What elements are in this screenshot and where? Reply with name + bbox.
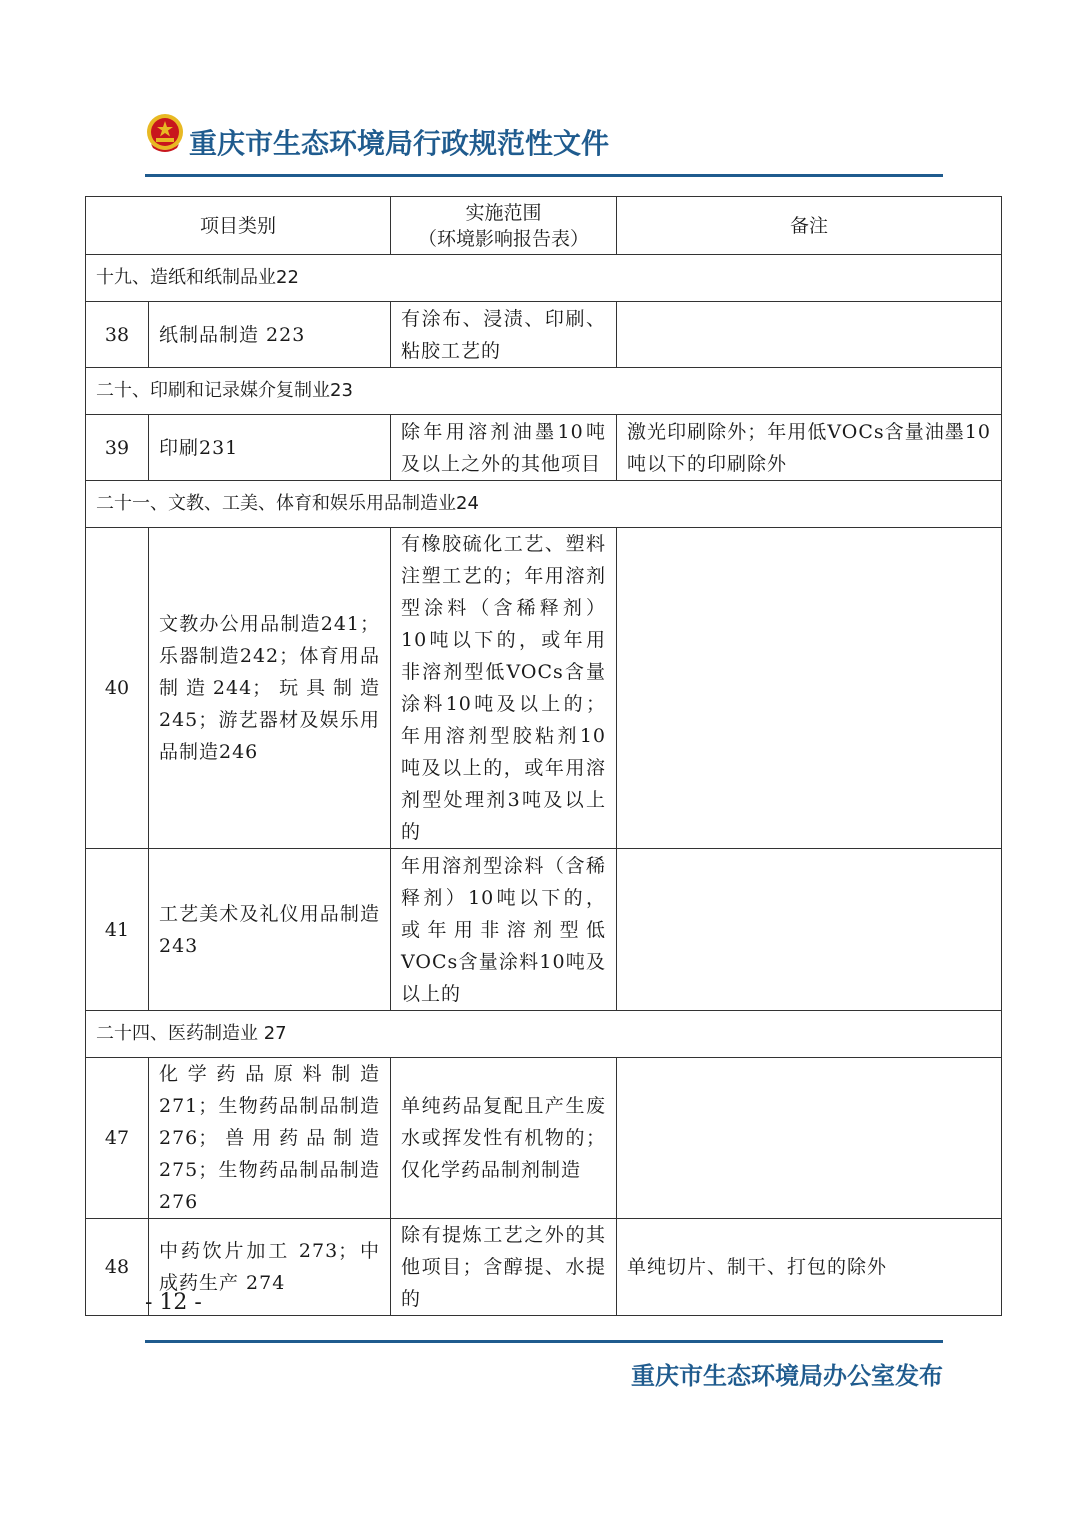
table-header-row — [86, 197, 1002, 255]
row-scope: 有涂布、浸渍、印刷、粘胶工艺的 — [391, 302, 617, 368]
row-number: 47 — [86, 1058, 149, 1219]
row-number: 40 — [86, 528, 149, 849]
row-scope: 年用溶剂型涂料（含稀释剂）10吨以下的，或年用非溶剂型低VOCs含量涂料10吨及以上的 — [391, 849, 617, 1011]
table-row — [86, 528, 1002, 849]
project-table — [85, 196, 1002, 1316]
section-title: 十九、造纸和纸制品业22 — [86, 255, 1002, 302]
section-row — [86, 1011, 1002, 1058]
row-remark — [617, 302, 1002, 368]
section-title: 二十、印刷和记录媒介复制业23 — [86, 368, 1002, 415]
row-number: 48 — [86, 1219, 149, 1316]
row-number: 41 — [86, 849, 149, 1011]
section-title: 二十一、文教、工美、体育和娱乐用品制造业24 — [86, 481, 1002, 528]
publisher-label: 重庆市生态环境局办公室发布 — [631, 1362, 943, 1390]
header-scope-line2: （环境影响报告表） — [418, 227, 590, 250]
row-number: 39 — [86, 415, 149, 481]
header-title: 重庆市生态环境局行政规范性文件 — [189, 127, 610, 160]
table-row — [86, 1058, 1002, 1219]
row-category: 文教办公用品制造241；乐器制造242；体育用品制造244；玩具制造245；游艺器材及娱乐用品制造246 — [149, 528, 391, 849]
row-scope: 除有提炼工艺之外的其他项目；含醇提、水提的 — [391, 1219, 617, 1316]
row-category: 印刷231 — [149, 415, 391, 481]
section-row — [86, 255, 1002, 302]
row-scope: 除年用溶剂油墨10吨及以上之外的其他项目 — [391, 415, 617, 481]
section-row — [86, 368, 1002, 415]
section-title: 二十四、医药制造业 27 — [86, 1011, 1002, 1058]
header-divider — [145, 174, 943, 177]
table-row — [86, 302, 1002, 368]
table-row — [86, 1219, 1002, 1316]
header-category: 项目类别 — [86, 197, 391, 255]
row-category: 纸制品制造 223 — [149, 302, 391, 368]
row-number: 38 — [86, 302, 149, 368]
row-remark — [617, 1058, 1002, 1219]
row-category: 工艺美术及礼仪用品制造243 — [149, 849, 391, 1011]
page-number: - 12 - — [145, 1290, 202, 1315]
row-category: 化学药品原料制造 271；生物药品制品制造 276；兽用药品制造 275；生物药品制品制造 276 — [149, 1058, 391, 1219]
row-remark — [617, 849, 1002, 1011]
footer-divider — [145, 1340, 943, 1343]
header-scope — [391, 197, 617, 255]
row-category: 中药饮片加工 273；中成药生产 274 — [149, 1219, 391, 1316]
row-remark: 单纯切片、制干、打包的除外 — [617, 1219, 1002, 1316]
section-row — [86, 481, 1002, 528]
header-remarks: 备注 — [617, 197, 1002, 255]
row-remark: 激光印刷除外；年用低VOCs含量油墨10吨以下的印刷除外 — [617, 415, 1002, 481]
row-remark — [617, 528, 1002, 849]
document-header — [145, 108, 943, 178]
table-row — [86, 415, 1002, 481]
table-row — [86, 849, 1002, 1011]
row-scope: 有橡胶硫化工艺、塑料注塑工艺的；年用溶剂型涂料（含稀释剂）10吨以下的，或年用非溶剂型低VOCs含量涂料10吨及以上的；年用溶剂型胶粘剂10吨及以上的，或年用溶剂型处理剂3吨及以上的 — [391, 528, 617, 849]
national-emblem-icon — [145, 112, 185, 156]
row-scope: 单纯药品复配且产生废水或挥发性有机物的；仅化学药品制剂制造 — [391, 1058, 617, 1219]
header-scope-line1: 实施范围 — [465, 201, 542, 224]
